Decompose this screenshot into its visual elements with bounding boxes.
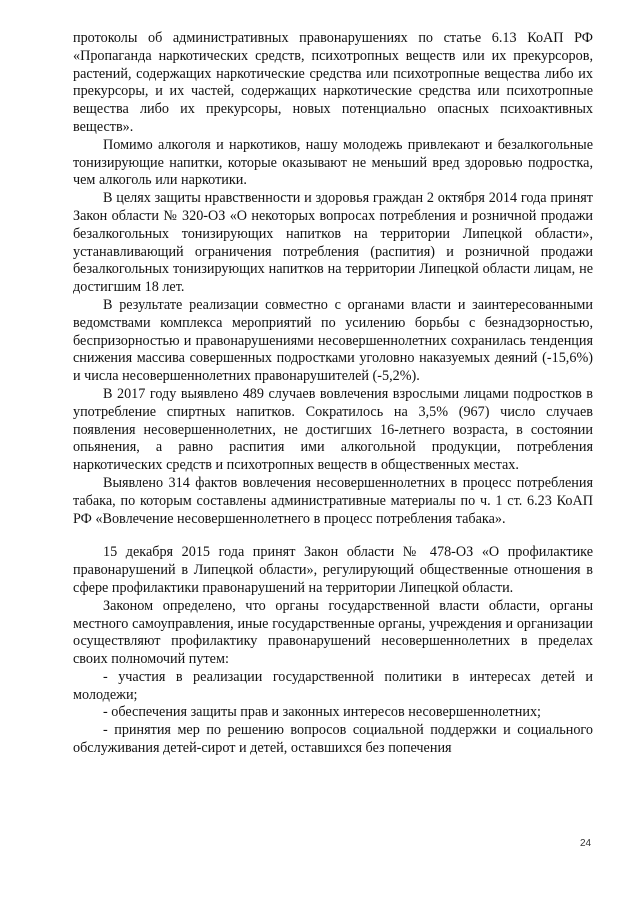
page-number: 24 <box>580 838 592 849</box>
paragraph-results: В результате реализации совместно с органами власти и заинтересованными ведомствами комплекса мероприятий по усилению борьбы с безнадзорностью, беспризорностью и правонарушениями несовершеннолетних сохранилась тенденция снижения массива совершенных подростками уголовно наказуемых деяний (-15,6%) и числа несовершеннолетних правонарушителей (-5,2%). <box>73 296 593 385</box>
paragraph-tobacco: Выявлено 314 фактов вовлечения несовершеннолетних в процесс потребления табака, по которым составлены административные материалы по ч. 1 ст. 6.23 КоАП РФ «Вовлечение несовершеннолетнего в процесс потребления табака». <box>73 474 593 527</box>
paragraph-law-320: В целях защиты нравственности и здоровья граждан 2 октября 2014 года принят Закон области № 320-ОЗ «О некоторых вопросах потребления и розничной продажи безалкогольных тонизирующих напитков на территории Липецкой области», устанавливающий ограничения потребления (распития) и розничной продажи безалкогольных тонизирующих напитков на территории Липецкой области лицам, не достигшим 18 лет. <box>73 190 593 296</box>
body-text <box>73 30 593 758</box>
paragraph-law-defines: Законом определено, что органы государственной власти области, органы местного самоуправления, иные государственные органы, учреждения и организации осуществляют профилактику правонарушений несовершеннолетних в пределах своих полномочий путем: <box>73 597 593 668</box>
list-item: - обеспечения защиты прав и законных интересов несовершеннолетних; <box>103 704 541 721</box>
paragraph-2017-stats: В 2017 году выявлено 489 случаев вовлечения взрослыми лицами подростков в употребление спиртных напитков. Сократилось на 3,5% (967) число случаев появления несовершеннолетних, не достигших 16-летнего возраста, в состоянии опьянения, а равно распития ими алкогольной продукции, потребления наркотических средств и психотропных веществ в общественных местах. <box>73 385 593 474</box>
paragraph-continuation: протоколы об административных правонарушениях по статье 6.13 КоАП РФ «Пропаганда наркотических средств, психотропных веществ или их прекурсоров, растений, содержащих наркотические средства или психотропные вещества либо их прекурсоры, и их частей, содержащих наркотические средства или психотропные вещества либо их прекурсоры, новых потенциально опасных психоактивных веществ». <box>73 30 593 135</box>
list-item: - принятия мер по решению вопросов социальной поддержки и социального обслуживания детей-сирот и детей, оставшихся без попечения <box>73 722 593 757</box>
paragraph-energy-drinks: Помимо алкоголя и наркотиков, нашу молодежь привлекают и безалкогольные тонизирующие напитки, которые оказывают не меньший вред здоровью подростка, чем алкоголь или наркотики. <box>73 136 593 189</box>
list-item: - участия в реализации государственной политики в интересах детей и молодежи; <box>73 668 593 703</box>
paragraph-law-478: 15 декабря 2015 года принят Закон области № 478-ОЗ «О профилактике правонарушений в Липецкой области», регулирующий общественные отношения в сфере профилактики правонарушений на территории Липецкой области. <box>73 544 593 596</box>
